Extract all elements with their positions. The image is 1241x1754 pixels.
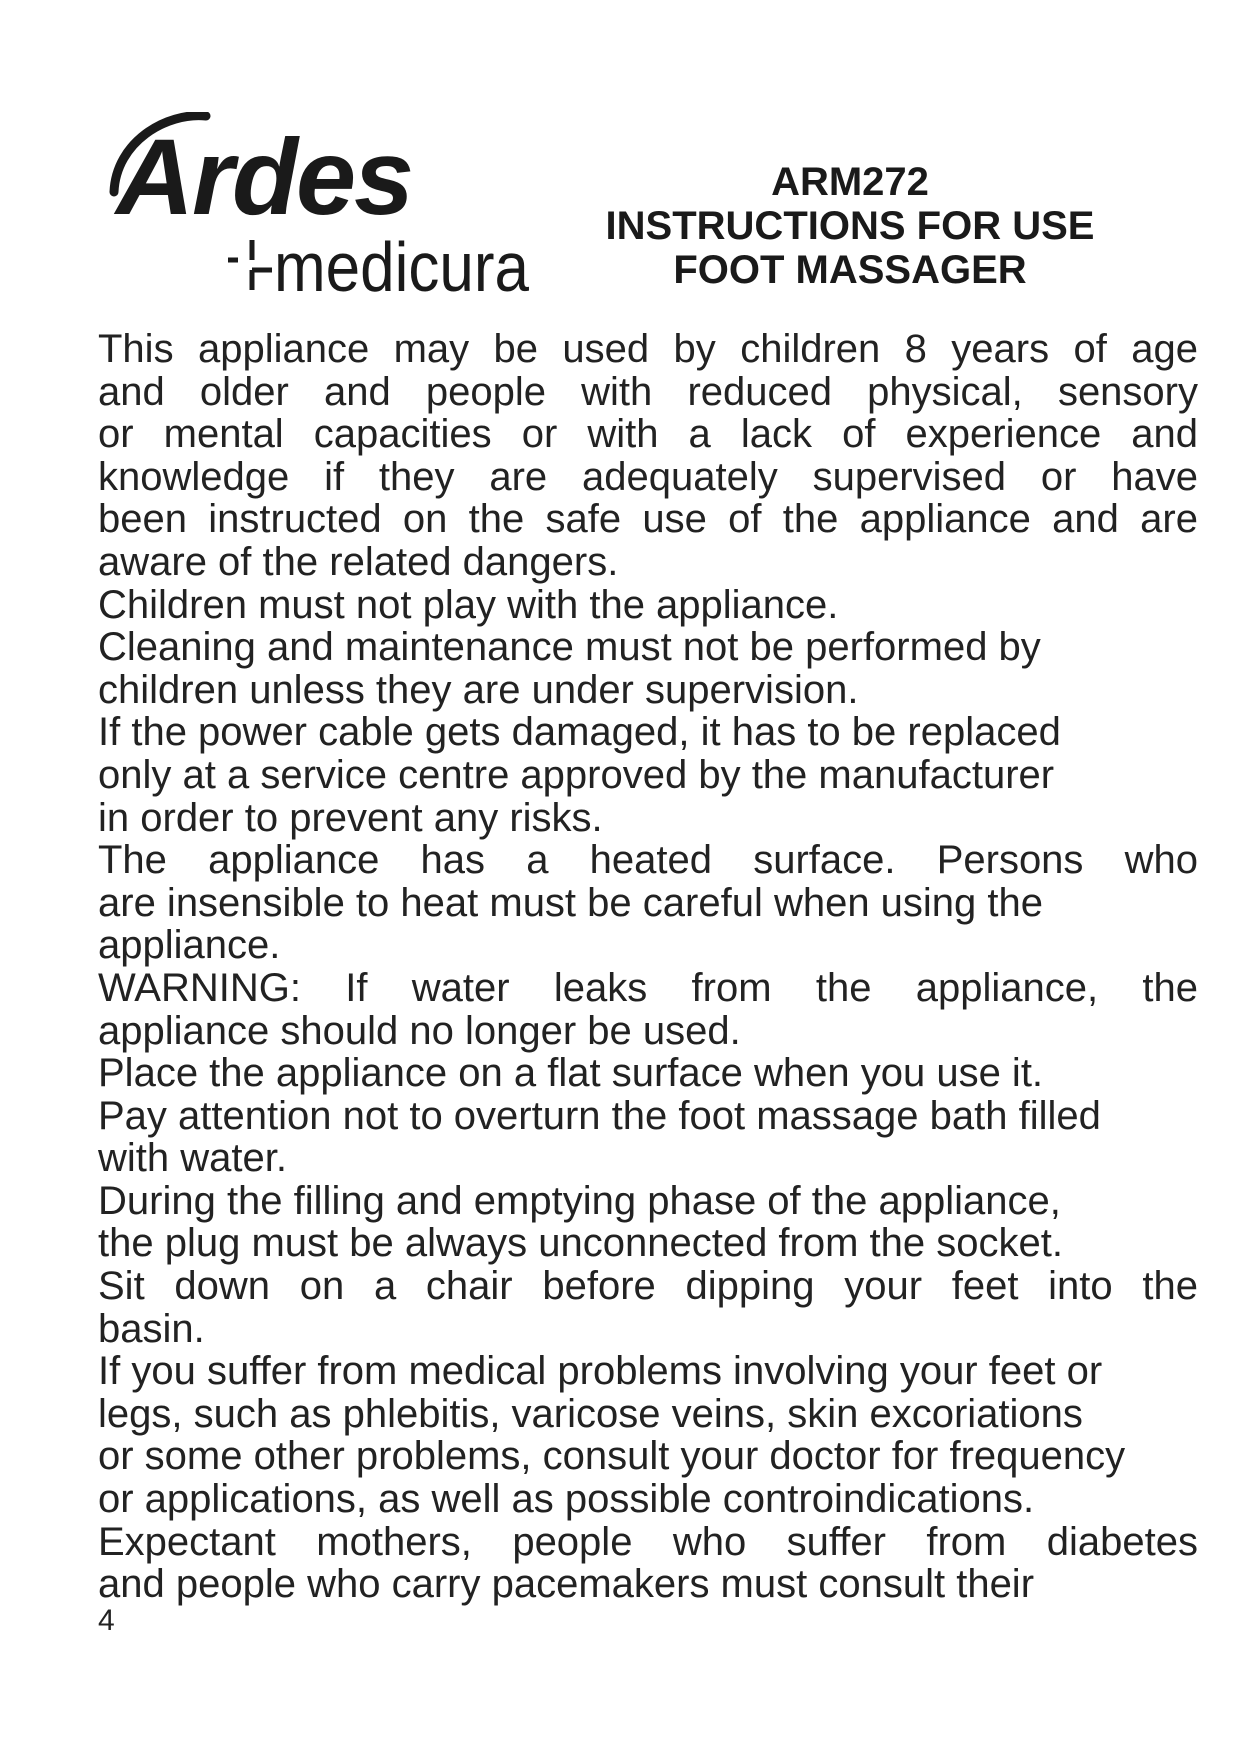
text-line: If the power cable gets damaged, it has to be replaced <box>98 710 1061 755</box>
text-line: WARNING: If water leaks from the appliance, the <box>98 965 1198 1010</box>
text-line: If you suffer from medical problems involving your feet or <box>98 1349 1103 1394</box>
text-line: appliance should no longer be used. <box>98 1008 741 1053</box>
text-line: legs, such as phlebitis, varicose veins, skin excoriations <box>98 1391 1083 1436</box>
text-line: children unless they are under supervision. <box>98 667 859 712</box>
text-line: aware of the related dangers. <box>98 539 619 584</box>
model-number: ARM272 <box>771 160 929 204</box>
medical-cross-icon <box>228 240 272 290</box>
text-line: Pay attention not to overturn the foot massage bath filled <box>98 1093 1101 1138</box>
text-line: Children must not play with the appliance. <box>98 582 839 627</box>
document-header <box>560 160 1140 292</box>
logo-subbrand-text: medicura <box>274 227 529 306</box>
text-line: been instructed on the safe use of the appliance and are <box>98 497 1198 542</box>
text-line: or some other problems, consult your doctor for frequency <box>98 1434 1126 1479</box>
text-line: the plug must be always unconnected from the socket. <box>98 1221 1063 1266</box>
text-line: knowledge if they are adequately supervised or have <box>98 454 1198 499</box>
text-line: During the filling and emptying phase of the appliance, <box>98 1178 1061 1223</box>
text-line: Cleaning and maintenance must not be performed by <box>98 625 1041 670</box>
text-line: in order to prevent any risks. <box>98 795 603 840</box>
text-line: appliance. <box>98 923 281 968</box>
ardes-medicura-logo <box>96 112 536 332</box>
text-line: The appliance has a heated surface. Persons who <box>98 838 1198 883</box>
logo-graphic <box>96 112 536 332</box>
text-line: and older and people with reduced physical, sensory <box>98 369 1198 414</box>
page-number: 4 <box>98 1604 115 1637</box>
text-line: or mental capacities or with a lack of experience and <box>98 412 1198 457</box>
text-line: Sit down on a chair before dipping your feet into the <box>98 1264 1198 1309</box>
text-line: only at a service centre approved by the manufacturer <box>98 752 1055 797</box>
text-line: Place the appliance on a flat surface when you use it. <box>98 1051 1044 1096</box>
instructions-body <box>98 328 1198 1606</box>
logo-brand-text: Ardes <box>116 116 413 237</box>
text-line: are insensible to heat must be careful when using the <box>98 880 1044 925</box>
text-line: or applications, as well as possible controindications. <box>98 1477 1035 1522</box>
text-line: This appliance may be used by children 8 years of age <box>98 327 1198 371</box>
text-line: and people who carry pacemakers must consult their <box>98 1562 1035 1607</box>
document-title: INSTRUCTIONS FOR USE <box>605 204 1095 248</box>
text-line: basin. <box>98 1306 205 1351</box>
text-line: with water. <box>98 1136 287 1181</box>
product-name: FOOT MASSAGER <box>673 248 1027 292</box>
text-line: Expectant mothers, people who suffer from diabetes <box>98 1519 1198 1564</box>
